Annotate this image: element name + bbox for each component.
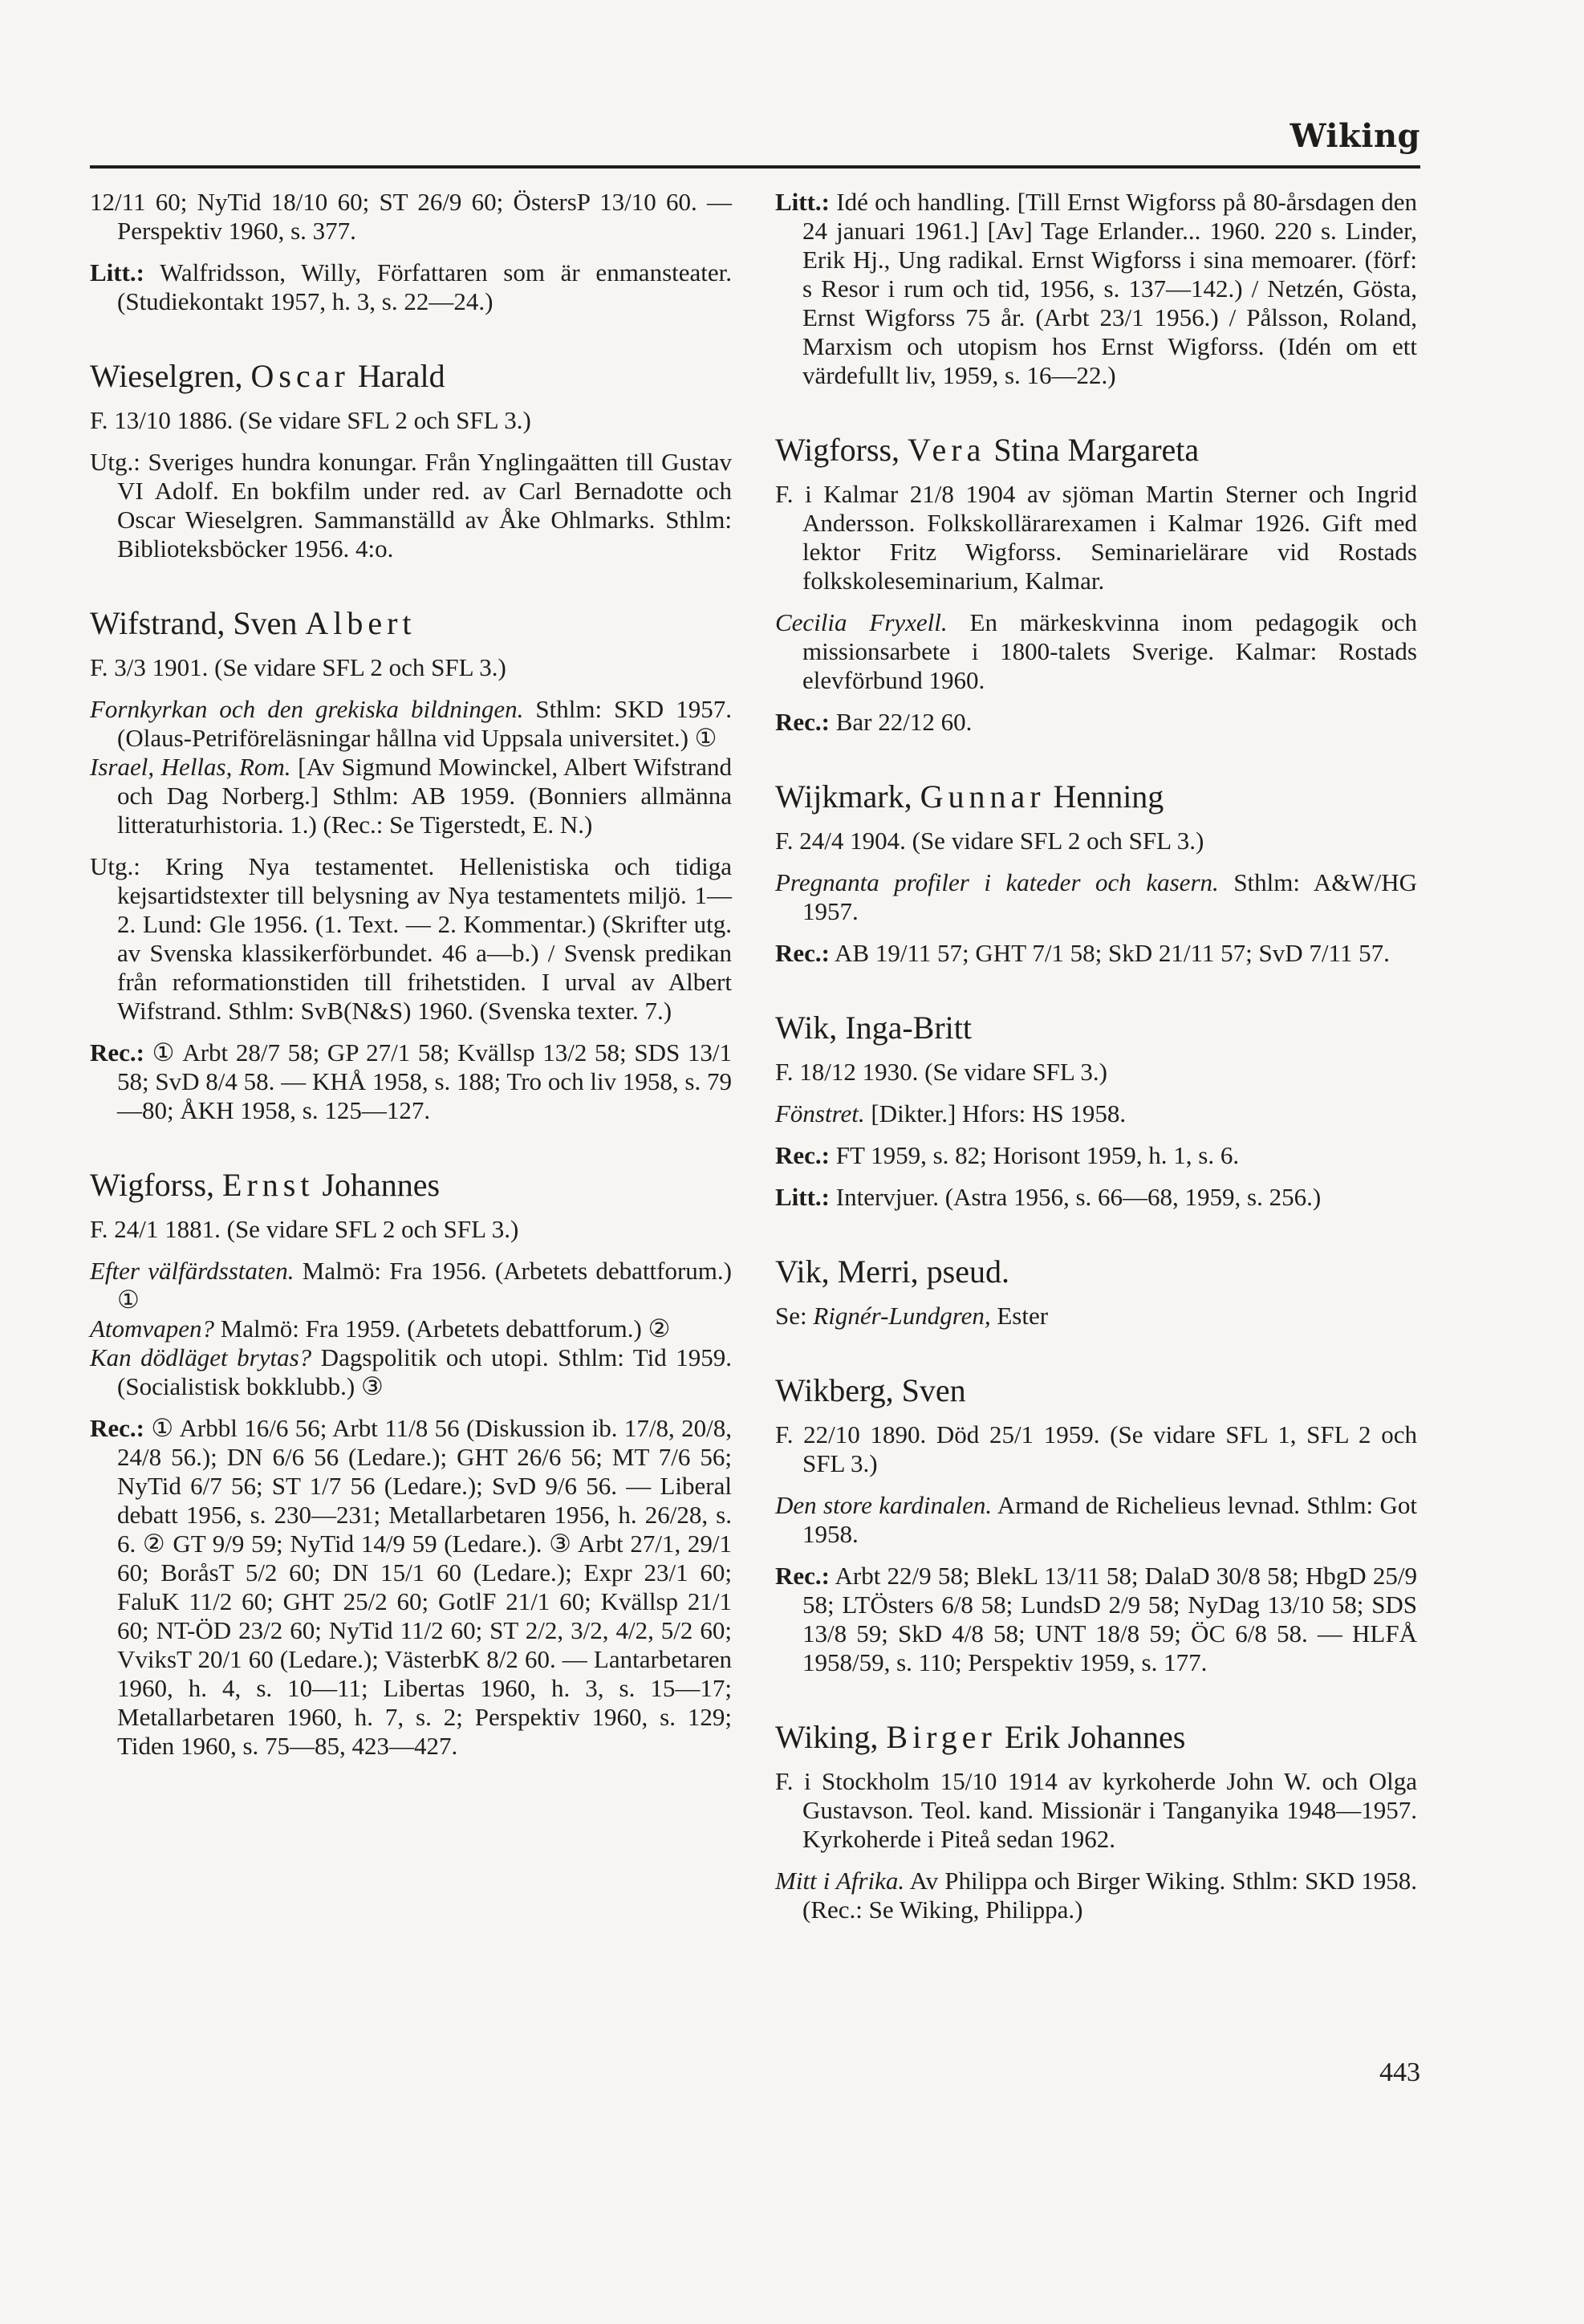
given-name: Birger <box>886 1719 997 1755</box>
work-details: Malmö: Fra 1959. (Arbetets debattforum.) ② <box>213 1314 671 1343</box>
rec-text: Arbt 22/9 58; BlekL 13/11 58; DalaD 30/8 58; HbgD 25/9 58; LTÖsters 6/8 58; LundsD 2/9 58; NyDag 13/10 58; SDS 13/8 59; SkD 4/8 58; UNT 18/8 59; ÖC 6/8 58. — HLFÅ 1958/59, s. 110; Perspektiv 1959, s. 177. <box>802 1562 1417 1676</box>
work-title: Pregnanta profiler i kateder och kasern. <box>775 868 1219 896</box>
litt-text: Intervjuer. (Astra 1956, s. 66—68, 1959, s. 256.) <box>830 1183 1322 1211</box>
rec-label: Rec.: <box>775 708 830 736</box>
work-item <box>775 608 1417 695</box>
work-details: Armand de Richelieus levnad. Sthlm: Got 1958. <box>802 1491 1418 1548</box>
surname: Wigforss, <box>775 432 908 468</box>
surname: Wigforss, <box>90 1167 223 1203</box>
work-item <box>775 868 1417 926</box>
surname: Wiking, <box>775 1719 887 1755</box>
see-target: Rignér-Lundgren, <box>813 1302 991 1330</box>
work-details: En märkeskvinna inom pedagogik och missionsarbete i 1800-talets Sverige. Kalmar: Rostads elevförbund 1960. <box>802 608 1417 694</box>
entry-heading-wikberg: Wikberg, Sven <box>775 1372 966 1408</box>
surname: Wieselgren, <box>90 358 251 394</box>
work-title: Atomvapen? <box>90 1314 214 1343</box>
see-reference <box>775 1302 1417 1331</box>
other-names: Stina Margareta <box>985 432 1200 468</box>
work-details: Sthlm: A&W/HG 1957. <box>802 868 1417 925</box>
literature-note <box>775 188 1417 390</box>
rec-text: ① Arbbl 16/6 56; Arbt 11/8 56 (Diskussion ib. 17/8, 20/8, 24/8 56.); DN 6/6 56 (Ledare.); GHT 26/6 56; MT 7/6 56; NyTid 6/7 56; ST 1/7 56 (Ledare.); SvD 9/6 56. — Liberal debatt 1956, s. 230—231; Metallarbetaren 1956, h. 26/28, s. 6. ② GT 9/9 59; NyTid 14/9 59 (Ledare.). ③ Arbt 27/1, 29/1 60; BoråsT 5/2 60; DN 15/1 60 (Ledare.); Expr 23/1 60; FaluK 11/2 60; GHT 25/2 60; GotlF 21/1 60; Kvällsp 21/1 60; NT-ÖD 23/2 60; NyTid 11/2 60; ST 2/2, 3/2, 4/2, 5/2 60; VviksT 20/1 60 (Ledare.); VästerbK 8/2 60. — Lantarbetaren 1960, h. 4, s. 10—11; Libertas 1960, h. 3, s. 15—17; Metallarbetaren 1960, h. 7, s. 2; Perspektiv 1960, s. 129; Tiden 1960, s. 75—85, 423—427. <box>117 1414 732 1760</box>
rec-text: FT 1959, s. 82; Horisont 1959, h. 1, s. 6. <box>829 1141 1240 1169</box>
other-names: Erik Johannes <box>996 1719 1186 1755</box>
entry-heading-vik: Vik, Merri, pseud. <box>775 1253 1009 1290</box>
literature-note <box>90 258 732 316</box>
rec-text: Bar 22/12 60. <box>829 708 973 736</box>
left-column <box>90 188 732 1773</box>
entry-heading-wieselgren <box>90 358 732 395</box>
see-label: Se: <box>775 1302 814 1330</box>
given-name: Albert <box>305 605 416 641</box>
work-title: Den store kardinalen. <box>775 1491 993 1519</box>
other-names: Johannes <box>314 1167 441 1203</box>
other-names: Henning <box>1045 778 1164 815</box>
litt-text: Idé och handling. [Till Ernst Wigforss på 80-årsdagen den 24 januari 1961.] [Av] Tage Erlander... 1960. 220 s. Linder, Erik Hj., Ung radikal. Ernst Wigforss i sina memoarer. (förf: s Resor i rum och tid, 1956, s. 137—142.) / Netzén, Gösta, Ernst Wigforss 75 år. (Arbt 23/1 1956.) / Pålsson, Roland, Marxism och utopism hos Ernst Wigforss. (Idén om ett värdefullt liv, 1959, s. 16—22.) <box>802 188 1417 389</box>
work-item <box>775 1099 1417 1128</box>
given-name: Gunnar <box>920 778 1046 815</box>
reviews <box>90 1414 732 1761</box>
rec-text: AB 19/11 57; GHT 7/1 58; SkD 21/11 57; SvD 7/11 57. <box>829 939 1390 967</box>
work-title: Kan dödläget brytas? <box>90 1343 312 1371</box>
litt-label: Litt.: <box>90 258 145 286</box>
birth-note: F. i Kalmar 21/8 1904 av sjöman Martin Sterner och Ingrid Andersson. Folkskollärarexamen i Kalmar 1926. Gift med lektor Fritz Wigforss. Seminarielärare vid Rostads folkskoleseminarium, Kalmar. <box>775 480 1417 595</box>
header-rule <box>90 165 1420 169</box>
rec-label: Rec.: <box>775 1562 830 1590</box>
work-title: Efter välfärdsstaten. <box>90 1257 294 1285</box>
entry-heading-wik: Wik, Inga-Britt <box>775 1010 972 1046</box>
work-details: Dagspolitik och utopi. Sthlm: Tid 1959. (Socialistisk bokklubb.) ③ <box>117 1343 732 1400</box>
surname: Wifstrand, Sven <box>90 605 306 641</box>
birth-note: F. 24/1 1881. (Se vidare SFL 2 och SFL 3.) <box>90 1215 519 1243</box>
work-details: [Dikter.] Hfors: HS 1958. <box>864 1099 1127 1127</box>
birth-note: F. 22/10 1890. Död 25/1 1959. (Se vidare SFL 1, SFL 2 och SFL 3.) <box>775 1420 1417 1477</box>
work-title: Cecilia Fryxell. <box>775 608 948 636</box>
reviews <box>775 708 1417 737</box>
page-number: 443 <box>1379 2058 1420 2087</box>
work-title: Fornkyrkan och den grekiska bildningen. <box>90 695 524 723</box>
rec-label: Rec.: <box>775 939 830 967</box>
entry-heading-wigforss-ernst <box>90 1167 732 1204</box>
literature-note <box>775 1183 1417 1212</box>
entry-heading-wigforss-vera <box>775 432 1417 469</box>
surname: Wijkmark, <box>775 778 920 815</box>
right-column <box>775 188 1417 1937</box>
litt-label: Litt.: <box>775 1183 831 1211</box>
rec-text: ① Arbt 28/7 58; GP 27/1 58; Kvällsp 13/2 58; SDS 13/1 58; SvD 8/4 58. — KHÅ 1958, s. 188; Tro och liv 1958, s. 79—80; ÅKH 1958, s. 125—127. <box>117 1038 732 1124</box>
entry-heading-wijkmark <box>775 778 1417 815</box>
running-head: Wiking <box>1290 117 1420 155</box>
reviews <box>775 939 1417 968</box>
entry-heading-wiking-birger <box>775 1719 1417 1756</box>
other-names: Harald <box>349 358 445 394</box>
work-item <box>90 1257 732 1314</box>
edited-works: Utg.: Kring Nya testamentet. Hellenistiska och tidiga kejsartidstexter till belysning av Nya testamentets miljö. 1—2. Lund: Gle 1956. (1. Text. — 2. Kommentar.) (Skrifter utg. av Svenska klassikerförbundet. 46 a—b.) / Svensk predikan från reformationstiden till frihetstiden. I urval av Albert Wifstrand. Sthlm: SvB(N&S) 1960. (Svenska texter. 7.) <box>90 852 732 1025</box>
work-details: Sthlm: SKD 1957. (Olaus-Petriföreläsningar hållna vid Uppsala universitet.) ① <box>117 695 732 752</box>
given-name: Oscar <box>250 358 350 394</box>
entry-continuation: 12/11 60; NyTid 18/10 60; ST 26/9 60; ÖstersP 13/10 60. — Perspektiv 1960, s. 377. <box>90 188 732 245</box>
given-name: Vera <box>908 432 986 468</box>
reviews <box>775 1141 1417 1170</box>
given-name: Ernst <box>222 1167 315 1203</box>
reviews <box>90 1038 732 1125</box>
work-item <box>90 1314 732 1343</box>
litt-label: Litt.: <box>775 188 831 216</box>
birth-note: F. i Stockholm 15/10 1914 av kyrkoherde John W. och Olga Gustavson. Teol. kand. Missionär i Tanganyika 1948—1957. Kyrkoherde i Piteå sedan 1962. <box>775 1767 1417 1853</box>
see-target-rest: Ester <box>990 1302 1049 1330</box>
rec-label: Rec.: <box>90 1038 144 1067</box>
work-item <box>775 1867 1417 1924</box>
work-title: Fönstret. <box>775 1099 865 1127</box>
work-details: [Av Sigmund Mowinckel, Albert Wifstrand och Dag Norberg.] Sthlm: AB 1959. (Bonniers allmänna litteraturhistoria. 1.) (Rec.: Se Tigerstedt, E. N.) <box>117 753 732 839</box>
rec-label: Rec.: <box>90 1414 144 1442</box>
work-item <box>90 1343 732 1401</box>
birth-note: F. 13/10 1886. (Se vidare SFL 2 och SFL 3.) <box>90 406 531 434</box>
entry-heading-wifstrand <box>90 605 732 642</box>
birth-note: F. 18/12 1930. (Se vidare SFL 3.) <box>775 1058 1107 1086</box>
work-item <box>90 695 732 753</box>
litt-text: Walfridsson, Willy, Författaren som är enmansteater. (Studiekontakt 1957, h. 3, s. 22—24.) <box>117 258 732 315</box>
birth-note: F. 24/4 1904. (Se vidare SFL 2 och SFL 3.) <box>775 827 1204 855</box>
work-item <box>90 753 732 839</box>
work-item <box>775 1491 1417 1549</box>
edited-works: Utg.: Sveriges hundra konungar. Från Ynglingaätten till Gustav VI Adolf. En bokfilm under red. av Carl Bernadotte och Oscar Wieselgren. Sammanställd av Åke Ohlmarks. Sthlm: Biblioteksböcker 1956. 4:o. <box>90 448 732 563</box>
work-details: Malmö: Fra 1956. (Arbetets debattforum.) ① <box>117 1257 732 1314</box>
work-details: Av Philippa och Birger Wiking. Sthlm: SKD 1958. (Rec.: Se Wiking, Philippa.) <box>802 1867 1418 1924</box>
work-title: Israel, Hellas, Rom. <box>90 753 291 781</box>
birth-note: F. 3/3 1901. (Se vidare SFL 2 och SFL 3.) <box>90 653 506 681</box>
rec-label: Rec.: <box>775 1141 830 1169</box>
reviews <box>775 1562 1417 1677</box>
work-title: Mitt i Afrika. <box>775 1867 905 1895</box>
